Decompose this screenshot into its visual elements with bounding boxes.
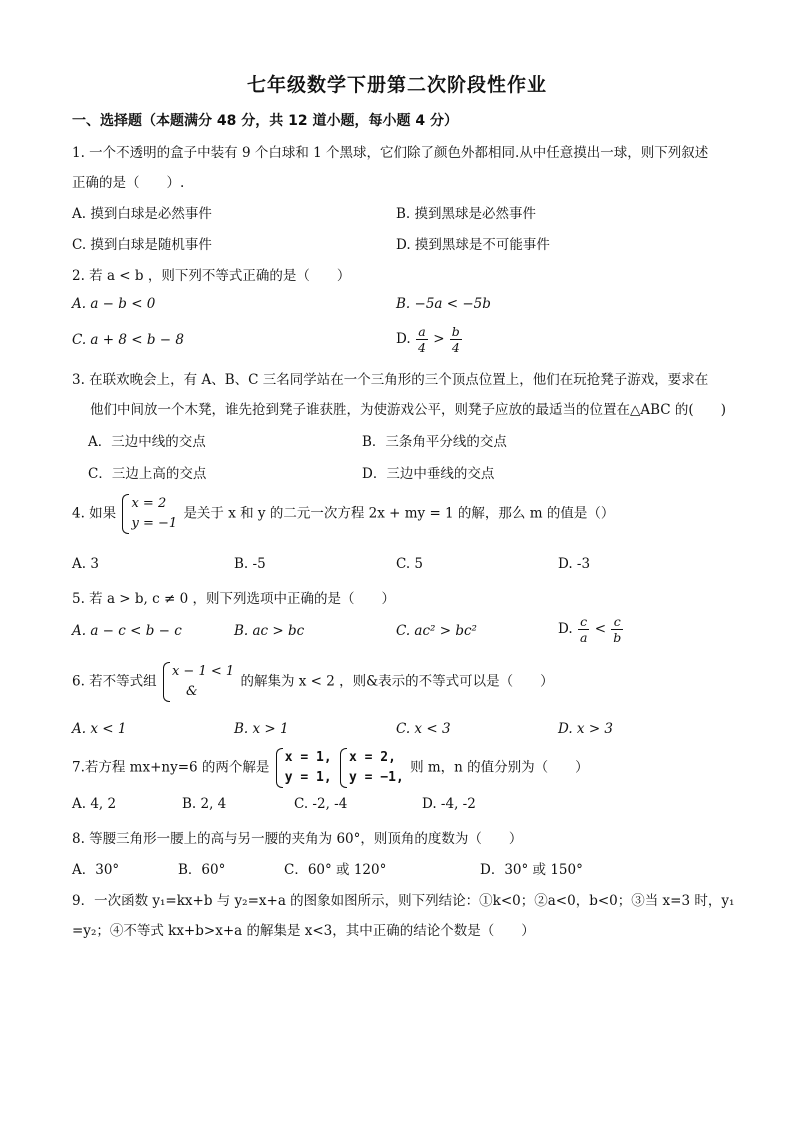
section-heading-choice: 一、选择题（本题满分 48 分，共 12 道小题，每小题 4 分） [72,113,458,129]
fraction-c-over-a: $\frac{c}{a}$ [579,614,588,645]
fraction-a-over-4: $\frac{a}{4}$ [417,324,426,355]
question-8-stem: 8. 等腰三角形一腰上的高与另一腰的夹角为 60°，则顶角的度数为（ ） [72,831,523,847]
question-4-pre: 4. 如果 [72,505,117,522]
option-d-label: D. [558,621,573,637]
option-b: B. 摸到黑球是必然事件 [396,206,537,222]
option-d [396,324,463,355]
inequality-system [163,662,234,702]
question-5-options [72,614,736,654]
page-title: 七年级数学下册第二次阶段性作业 [246,74,547,96]
option-b: B. 2, 4 [182,796,227,812]
option-b: B．60° [178,862,226,878]
question-1-stem-line1: 1. 一个不透明的盒子中装有 9 个白球和 1 个黑球，它们除了颜色外都相同.从中任意摸出一球，则下列叙述 [72,145,709,161]
option-c: C．三边上高的交点 [88,466,207,482]
option-c: C. x < 3 [396,721,451,737]
option-d-label: D. [396,331,411,347]
option-d [558,614,624,645]
question-2-options-row1 [72,296,736,320]
question-4-post: 是关于 x 和 y 的二元一次方程 2x + my = 1 的解，那么 m 的值是（） [183,505,615,522]
question-4-stem [72,494,736,534]
solution-system-2: x = 2, y = −1, [340,748,404,788]
fraction-b-over-4: $\frac{b}{4}$ [451,324,460,355]
question-1-options-row1 [72,202,736,226]
question-8-options [72,858,736,882]
option-b: B. x > 1 [234,721,289,737]
question-5-stem: 5. 若 a > b, c ≠ 0 ，则下列选项中正确的是（ ） [72,591,395,607]
option-c: C．60° 或 120° [284,862,387,878]
fraction-c-over-b: $\frac{c}{b}$ [613,614,622,645]
question-1-options-row2 [72,233,736,257]
option-b: B. -5 [234,556,266,572]
option-a: A. a − c < b − c [72,623,182,639]
inequality-line-2: & [185,684,198,699]
option-d: D. 摸到黑球是不可能事件 [396,237,550,253]
comparison-operator: < [594,621,606,637]
question-1-stem-line2: 正确的是（ ）. [72,175,185,191]
question-9-stem-line2: =y₂；④不等式 kx+b>x+a 的解集是 x<3，其中正确的结论个数是（ ） [72,923,535,939]
option-c: C. -2, -4 [294,796,348,812]
question-9 [72,886,736,946]
option-c: C. 摸到白球是随机事件 [72,237,212,253]
option-a: A. a − b < 0 [72,296,156,312]
question-3-stem-line1: 3. 在联欢晚会上，有 A、B、C 三名同学站在一个三角形的三个顶点位置上，他们在玩抢凳子游戏，要求在 [72,372,709,388]
question-2-stem: 2. 若 a < b ，则下列不等式正确的是（ ） [72,268,351,284]
option-c: C. ac² > bc² [396,623,477,639]
question-3 [72,365,736,425]
question-7-pre: 7.若方程 mx+ny=6 的两个解是 [72,759,270,776]
option-d: D．30° 或 150° [480,862,583,878]
solution-system-1: x = 1, y = 1, [276,748,332,788]
option-a: A．30° [72,862,120,878]
question-7-post: 则 m，n 的值分别为（ ） [410,759,589,776]
question-6-stem [72,662,736,702]
option-a: A. 3 [72,556,99,572]
option-b: B. ac > bc [234,623,305,639]
option-c: C. a + 8 < b − 8 [72,332,184,348]
option-a: A．三边中线的交点 [88,434,206,450]
question-3-options-row1 [72,430,736,454]
question-9-stem-line1: 9．一次函数 y₁=kx+b 与 y₂=x+a 的图象如图所示，则下列结论：①k<0；②a<0，b<0；③当 x=3 时，y₁ [72,893,735,909]
question-6-post: 的解集为 x < 2 ，则&表示的不等式可以是（ ） [240,673,554,690]
option-a: A. x < 1 [72,721,127,737]
equation-system [122,494,177,534]
option-a: A. 4, 2 [72,796,117,812]
equation-line-1: x = 2 [131,496,167,511]
question-3-stem-line2: 他们中间放一个木凳，谁先抢到凳子谁获胜，为使游戏公平，则凳子应放的最适当的位置在△ABC 的( ) [90,402,726,418]
option-d: D．三边中垂线的交点 [362,466,495,482]
comparison-operator: > [433,331,445,347]
question-7-stem [72,748,736,788]
question-6-pre: 6. 若不等式组 [72,673,157,690]
question-6-options [72,721,736,745]
inequality-line-1: x − 1 < 1 [171,664,235,679]
option-d: D. -4, -2 [422,796,476,812]
option-d: D. -3 [558,556,591,572]
option-c: C. 5 [396,556,424,572]
question-1 [72,138,736,198]
equation-line-2: y = −1 [131,516,178,531]
option-b: B. −5a < −5b [396,296,491,312]
question-3-options-row2 [72,462,736,486]
option-b: B．三条角平分线的交点 [362,434,507,450]
question-2-options-row2 [72,324,736,364]
question-7-options [72,796,736,820]
option-a: A. 摸到白球是必然事件 [72,206,212,222]
question-4-options [72,556,736,580]
option-d: D. x > 3 [558,721,614,737]
